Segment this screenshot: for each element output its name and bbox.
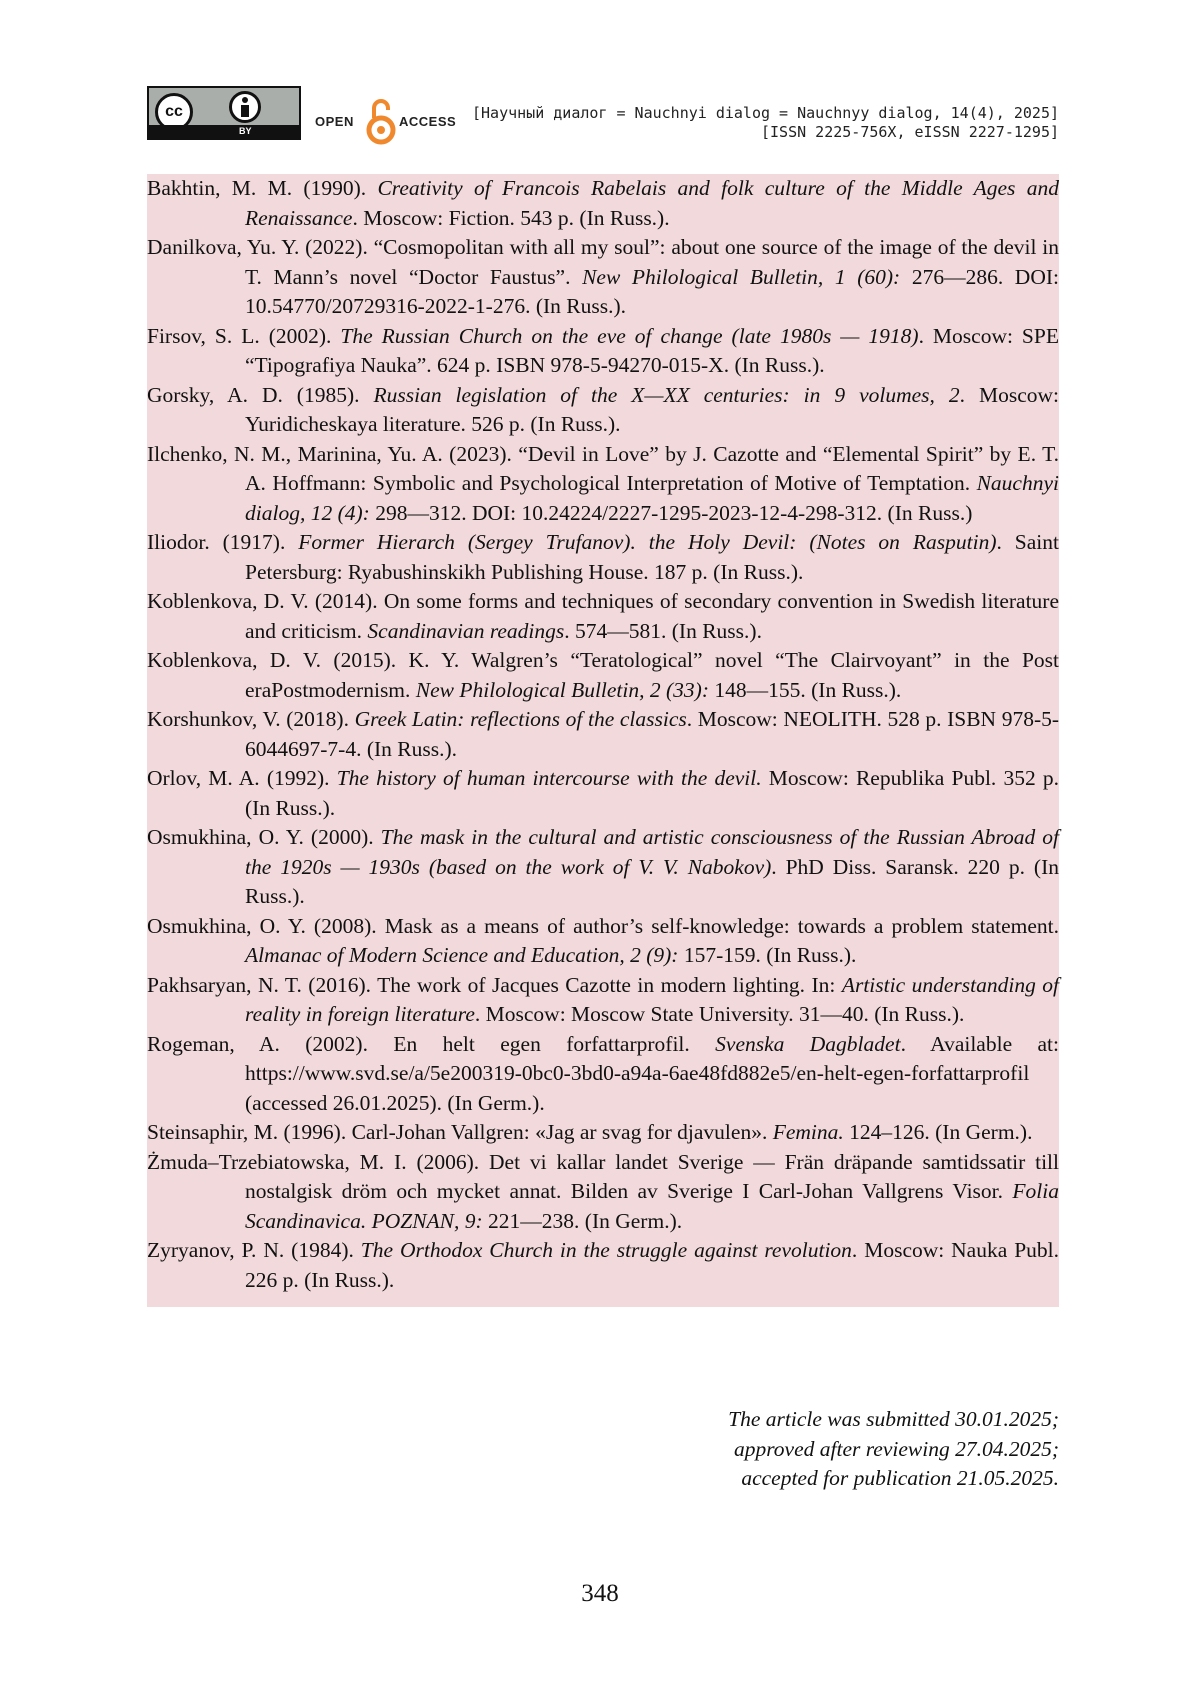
by-label: BY [239, 126, 252, 136]
reference-details: Moscow: Republika Publ. 352 p. (In Russ.). [245, 766, 1060, 820]
reference-authors-text: Osmukhina, O. Y. (2008). Mask as a means of author’s self-knowledge: towards a problem statement. [147, 913, 1059, 938]
reference-authors-text: Iliodor. (1917). [147, 530, 299, 554]
open-access-lock-icon [365, 96, 397, 146]
reference-entry [147, 1118, 1059, 1148]
reference-details: . Moscow: SPE “Tipografiya Nauka”. 624 p. ISBN 978-5-94270-015-X. (In Russ.). [245, 323, 1059, 377]
reference-details: . Moscow: Fiction. 543 p. (In Russ.). [352, 205, 670, 230]
reference-title: Russian legislation of the X—XX centuries: in 9 volumes, 2 [373, 382, 960, 407]
reference-entry [147, 705, 1059, 764]
reference-entry [147, 587, 1059, 646]
reference-title: Nauchnyi dialog, 12 (4): [245, 471, 1059, 525]
page-header [147, 84, 1059, 146]
open-label: OPEN [315, 114, 354, 129]
reference-authors-text: Firsov, S. L. (2002). [147, 323, 341, 348]
reference-entry [147, 912, 1059, 971]
reference-entry [147, 764, 1059, 823]
reference-entry [147, 1148, 1059, 1237]
reference-title: New Philological Bulletin, 1 (60): [582, 264, 901, 289]
reference-entry [147, 174, 1059, 233]
reference-details: 221—238. (In Germ.). [482, 1208, 683, 1233]
reference-authors-text: Żmuda–Trzebiatowska, M. I. (2006). Det vi kallar landet Sverige — Frän dräpande samtidssatir till nostalgisk dröm och mycket annat. Bilden av Sverige I Carl-Johan Vallgrens Visor. [147, 1149, 1059, 1203]
reference-title: New Philological Bulletin, 2 (33): [415, 677, 709, 702]
submission-dates [728, 1405, 1059, 1494]
reference-entry [147, 971, 1059, 1030]
reference-entry [147, 322, 1059, 381]
reference-authors-text: Pakhsaryan, N. T. (2016). The work of Jacques Cazotte in modern lighting. In: [147, 972, 842, 997]
reference-entry [147, 440, 1059, 529]
reference-details: 157-159. (In Russ.). [678, 943, 857, 967]
reference-title: Greek Latin: reflections of the classics [354, 707, 687, 731]
reference-details: . 574—581. (In Russ.). [564, 618, 762, 643]
reference-entry [147, 233, 1059, 322]
reference-entry [147, 1236, 1059, 1295]
reference-details: . PhD Diss. Saransk. 220 p. (In Russ.). [245, 854, 1060, 908]
reference-authors-text: Gorsky, A. D. (1985). [147, 382, 374, 407]
reference-details: 298—312. DOI: 10.24224/2227-1295-2023-12-4-298-312. (In Russ.) [369, 500, 973, 525]
reference-title: The Russian Church on the eve of change (late 1980s — 1918) [340, 323, 919, 348]
reference-details: 148—155. (In Russ.). [709, 677, 902, 702]
reference-title: Creativity of Francois Rabelais and folk culture of the Middle Ages and Renaissance [245, 176, 1059, 230]
reference-authors-text: Steinsaphir, M. (1996). Carl-Johan Vallgren: «Jag ar svag for djavulen». [147, 1120, 773, 1144]
reference-authors-text: Osmukhina, O. Y. (2000). [147, 825, 381, 849]
reference-entry [147, 528, 1059, 587]
reference-details: . Moscow: NEOLITH. 528 p. ISBN 978-5-6044697-7-4. (In Russ.). [245, 707, 1060, 761]
reference-details: . Moscow: Moscow State University. 31—40. (In Russ.). [474, 1002, 965, 1026]
reference-entry [147, 1030, 1059, 1119]
access-label: ACCESS [399, 114, 457, 129]
reference-entry [147, 381, 1059, 440]
reference-details: . Available at: https://www.svd.se/a/5e200319-0bc0-3bd0-a94a-6ae48fd882e5/en-helt-egen-forfattarprofil (accessed 26.01.2025). (In Germ.). [245, 1031, 1059, 1115]
reference-title: The mask in the cultural and artistic consciousness of the Russian Abroad of the 1920s — 1930s (based on the work of V. V. Nabokov) [245, 825, 1059, 879]
reference-title: Almanac of Modern Science and Education, 2 (9): [245, 943, 679, 967]
journal-citation [472, 104, 1059, 142]
reference-title: Former Hierarch (Sergey Trufanov). the Holy Devil: (Notes on Rasputin) [298, 530, 997, 554]
reference-details: . Moscow: Nauka Publ. 226 p. (In Russ.). [245, 1238, 1059, 1292]
reference-authors-text: Zyryanov, P. N. (1984). [147, 1238, 361, 1262]
reference-title: Folia Scandinavica. POZNAN, 9: [245, 1179, 1059, 1233]
reference-title: Svenska Dagbladet [715, 1031, 901, 1056]
citation-line-2: [ISSN 2225-756X, eISSN 2227-1295] [760, 123, 1059, 141]
reference-authors-text: Orlov, M. A. (1992). [147, 766, 337, 790]
reference-entry [147, 646, 1059, 705]
reference-details: 276—286. DOI: 10.54770/20729316-2022-1-276. (In Russ.). [245, 264, 1059, 318]
references-list [147, 174, 1059, 1307]
reference-authors-text: Koblenkova, D. V. (2014). On some forms and techniques of secondary convention in Swedish literature and criticism. [147, 589, 1059, 643]
reference-authors-text: Ilchenko, N. M., Marinina, Yu. A. (2023). “Devil in Love” by J. Cazotte and “Elemental Spirit” by E. T. A. Hoffmann: Symbolic and Psychological Interpretation of Motive of Temptation. [147, 441, 1059, 495]
reference-authors-text: Danilkova, Yu. Y. (2022). “Cosmopolitan with all my soul”: about one source of the image of the devil in T. Mann’s novel “Doctor Faustus”. [147, 235, 1059, 289]
reference-details: 124–126. (In Germ.). [843, 1120, 1033, 1144]
reference-authors-text: Korshunkov, V. (2018). [147, 707, 355, 731]
accepted-date: accepted for publication 21.05.2025. [741, 1466, 1059, 1490]
cc-icon: cc [155, 93, 193, 131]
reference-authors-text: Bakhtin, M. M. (1990). [147, 176, 378, 200]
reference-authors-text: Rogeman, A. (2002). En helt egen forfattarprofil. [147, 1031, 716, 1056]
reference-title: The Orthodox Church in the struggle against revolution [360, 1238, 852, 1262]
reference-title: Scandinavian readings [367, 618, 565, 643]
reference-title: The history of human intercourse with the devil. [336, 766, 762, 790]
reference-details: . Moscow: Yuridicheskaya literature. 526 p. (In Russ.). [245, 382, 1059, 436]
attribution-person-icon [229, 91, 261, 123]
submitted-date: The article was submitted 30.01.2025; [728, 1407, 1059, 1431]
reference-title: Artistic understanding of reality in foreign literature [245, 972, 1060, 1026]
reference-details: . Saint Petersburg: Ryabushinskikh Publishing House. 187 p. (In Russ.). [245, 530, 1059, 584]
page-number: 348 [581, 1580, 619, 1607]
reference-authors-text: Koblenkova, D. V. (2015). K. Y. Walgren’s “Teratological” novel “The Clairvoyant” in the Post eraPostmodernism. [147, 648, 1059, 702]
reference-title: Femina. [772, 1120, 844, 1144]
cc-by-license-badge[interactable] [147, 86, 301, 140]
reference-entry [147, 823, 1059, 912]
approved-date: approved after reviewing 27.04.2025; [733, 1436, 1059, 1461]
citation-line-1: [Научный диалог = Nauchnyi dialog = Nauchnyy dialog, 14(4), 2025] [472, 104, 1059, 122]
